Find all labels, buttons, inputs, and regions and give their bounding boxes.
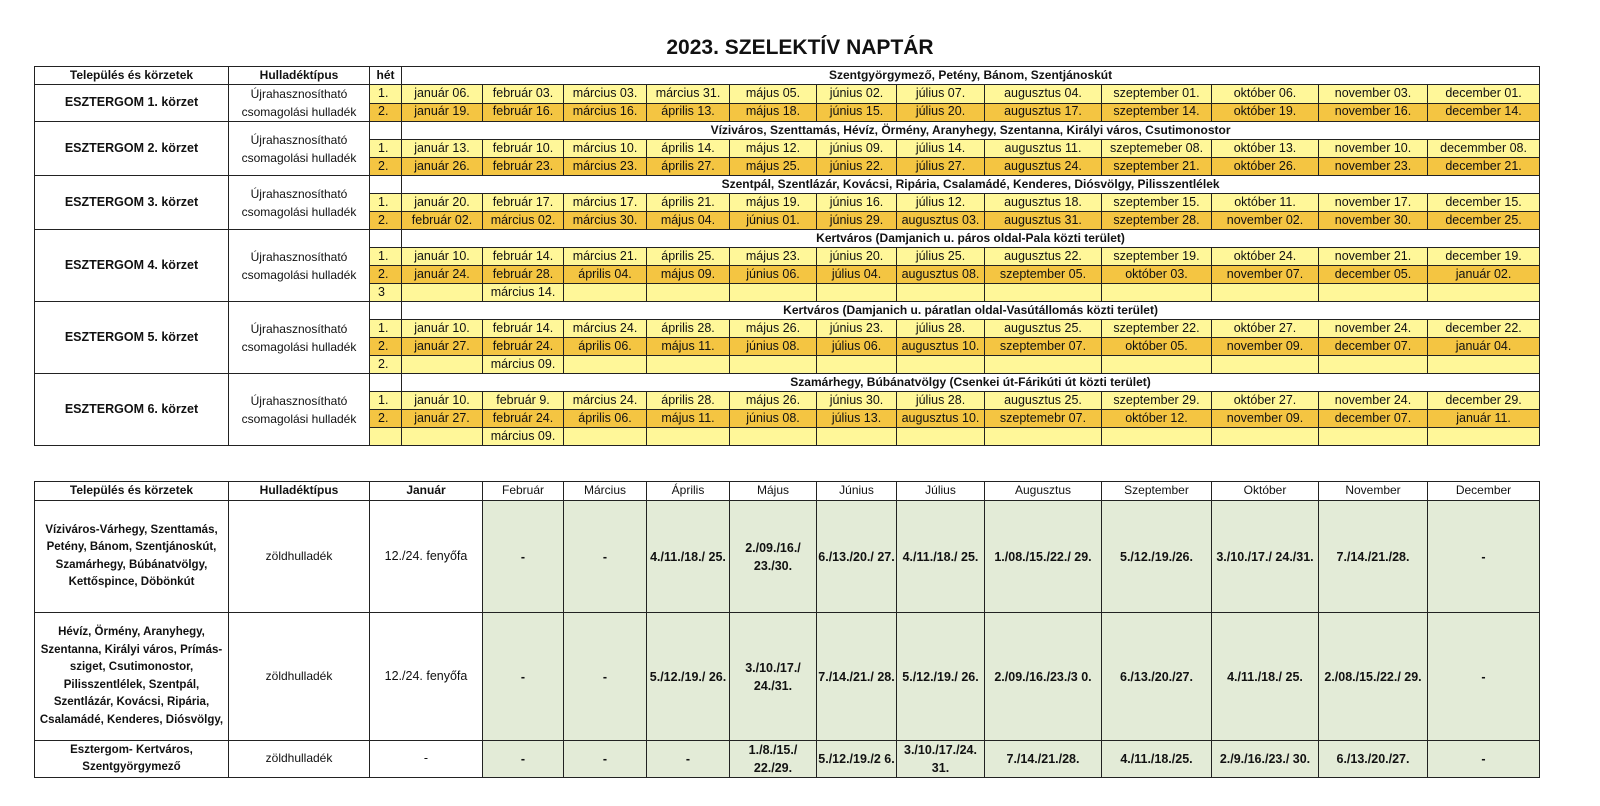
header-area: Település és körzetek [35,482,229,501]
date-cell: július 07. [897,85,985,104]
date-cell: február 24. [483,410,564,428]
week-number: 2. [370,266,402,284]
date-cell: március 21. [564,248,647,266]
district-name: ESZTERGOM 4. körzet [35,230,229,302]
date-cell: január 27. [402,410,483,428]
date-cell: november 09. [1212,410,1319,428]
date-cell: január 10. [402,392,483,410]
date-cell: június 06. [730,266,817,284]
month-dates: 6./13./20./27. [1102,613,1212,741]
month-dates: - [564,501,647,613]
date-cell: szeptember 28. [1102,212,1212,230]
month-dates: - [564,741,647,778]
date-cell: augusztus 11. [985,140,1102,158]
date-cell: augusztus 31. [985,212,1102,230]
date-cell: november 03. [1319,85,1428,104]
area-list: Hévíz, Örmény, Aranyhegy, Szentanna, Királyi város, Prímás-sziget, Csutimonostor, Pilisszentlélek, Szentpál, Szentlázár, Kovácsi, Ripária, Csalamádé, Kenderes, Diósvölgy, [35,613,229,741]
week-number: 2. [370,158,402,176]
month-dates: 5./12./19./26. [1102,501,1212,613]
green-waste-row [35,501,1540,613]
date-cell: augusztus 24. [985,158,1102,176]
date-cell [1212,284,1319,302]
green-waste-row [35,741,1540,778]
date-cell: november 16. [1319,103,1428,122]
header-month: Május [730,482,817,501]
header-type: Hulladéktípus [229,67,370,85]
date-cell [985,356,1102,374]
date-cell: július 14. [897,140,985,158]
date-cell [1319,356,1428,374]
header-area: Település és körzetek [35,67,229,85]
date-cell: december 21. [1428,158,1540,176]
month-dates: - [370,741,483,778]
header-month: Március [564,482,647,501]
date-cell: szeptemebr 07. [985,410,1102,428]
date-cell: augusztus 08. [897,266,985,284]
date-cell [1212,356,1319,374]
date-cell [402,284,483,302]
date-cell: december 01. [1428,85,1540,104]
date-cell: július 25. [897,248,985,266]
date-cell: december 14. [1428,103,1540,122]
page-title: 2023. SZELEKTÍV NAPTÁR [666,36,934,59]
date-cell: január 19. [402,103,483,122]
date-cell: április 25. [647,248,730,266]
date-cell: november 10. [1319,140,1428,158]
date-cell: január 27. [402,338,483,356]
month-dates: 5./12./19./ 26. [897,613,985,741]
date-cell: június 16. [817,194,897,212]
date-cell: november 30. [1319,212,1428,230]
date-cell: október 05. [1102,338,1212,356]
area-list: Víziváros-Várhegy, Szenttamás, Petény, Bánom, Szentjánoskút, Szamárhegy, Búbánatvölgy, Kettőspince, Döbönkút [35,501,229,613]
date-cell [647,428,730,446]
date-cell: augusztus 25. [985,320,1102,338]
date-cell: október 12. [1102,410,1212,428]
month-dates: 2./09./16./ 23./30. [730,501,817,613]
date-cell: március 24. [564,320,647,338]
date-cell: április 06. [564,410,647,428]
date-cell: április 21. [647,194,730,212]
district-name: ESZTERGOM 6. körzet [35,374,229,446]
month-dates: - [483,741,564,778]
date-cell: január 26. [402,158,483,176]
date-cell: szeptember 14. [1102,103,1212,122]
month-dates: - [564,613,647,741]
date-cell: január 06. [402,85,483,104]
date-cell: június 15. [817,103,897,122]
month-dates: - [1428,501,1540,613]
month-dates: 5./12./19./2 6. [817,741,897,778]
date-cell: június 01. [730,212,817,230]
date-cell: augusztus 17. [985,103,1102,122]
month-dates: 7./14./21./28. [985,741,1102,778]
date-cell: december 05. [1319,266,1428,284]
district-name: ESZTERGOM 3. körzet [35,176,229,230]
week-number: 2. [370,356,402,374]
waste-type: Újrahasznosítható csomagolási hulladék [229,374,370,446]
month-dates: 5./12./19./ 26. [647,613,730,741]
district-areas-row [35,176,1540,194]
date-cell: május 26. [730,392,817,410]
date-cell: decemmber 08. [1428,140,1540,158]
date-cell: szeptember 01. [1102,85,1212,104]
date-cell [564,428,647,446]
date-cell: október 24. [1212,248,1319,266]
date-cell: május 11. [647,338,730,356]
date-cell: június 08. [730,410,817,428]
district-name: ESZTERGOM 5. körzet [35,302,229,374]
date-cell: december 25. [1428,212,1540,230]
date-cell: március 30. [564,212,647,230]
date-cell: március 10. [564,140,647,158]
date-cell: szeptember 07. [985,338,1102,356]
waste-type: Újrahasznosítható csomagolási hulladék [229,85,370,122]
date-cell: július 27. [897,158,985,176]
area-list: Esztergom- Kertváros, Szentgyörgymező [35,741,229,778]
date-cell: október 03. [1102,266,1212,284]
week-number: 2. [370,338,402,356]
month-dates: 2./08./15./22./ 29. [1319,613,1428,741]
month-dates: - [647,741,730,778]
date-cell: október 27. [1212,392,1319,410]
date-cell: augusztus 04. [985,85,1102,104]
week-number: 3 [370,284,402,302]
date-cell: szeptember 21. [1102,158,1212,176]
date-cell: november 02. [1212,212,1319,230]
month-dates: - [483,613,564,741]
month-dates: - [1428,741,1540,778]
date-cell [897,356,985,374]
week-number: 1. [370,140,402,158]
date-cell: november 07. [1212,266,1319,284]
week-number: 2. [370,103,402,122]
waste-type: Újrahasznosítható csomagolási hulladék [229,176,370,230]
date-cell [402,356,483,374]
date-cell: május 25. [730,158,817,176]
date-cell: március 09. [483,428,564,446]
date-cell: január 20. [402,194,483,212]
date-cell: június 22. [817,158,897,176]
date-cell: december 15. [1428,194,1540,212]
header-month: December [1428,482,1540,501]
date-cell: február 10. [483,140,564,158]
month-dates: 6./13./20./27. [1319,741,1428,778]
date-cell: szeptember 05. [985,266,1102,284]
date-cell [1212,428,1319,446]
date-cell: december 22. [1428,320,1540,338]
date-cell: február 17. [483,194,564,212]
green-waste-table [34,481,1540,778]
date-cell [1319,428,1428,446]
green-waste-row [35,613,1540,741]
date-cell: január 02. [1428,266,1540,284]
date-cell: augusztus 03. [897,212,985,230]
date-cell: január 04. [1428,338,1540,356]
date-cell: május 12. [730,140,817,158]
date-cell [564,356,647,374]
header-month: November [1319,482,1428,501]
date-cell: december 07. [1319,338,1428,356]
district-name: ESZTERGOM 1. körzet [35,85,229,122]
date-cell: június 23. [817,320,897,338]
date-cell: március 16. [564,103,647,122]
date-cell: október 13. [1212,140,1319,158]
month-dates: 12./24. fenyőfa [370,501,483,613]
date-cell [1428,284,1540,302]
date-cell: augusztus 10. [897,338,985,356]
date-cell: július 20. [897,103,985,122]
waste-type: zöldhulladék [229,741,370,778]
date-cell: augusztus 10. [897,410,985,428]
date-cell [402,428,483,446]
month-dates: 2./09./16./23./3 0. [985,613,1102,741]
date-cell: október 26. [1212,158,1319,176]
date-cell: november 17. [1319,194,1428,212]
date-cell [1428,356,1540,374]
date-cell [730,356,817,374]
date-cell [985,284,1102,302]
header-row [35,482,1540,501]
date-cell [647,284,730,302]
date-cell [897,428,985,446]
date-cell: március 03. [564,85,647,104]
month-dates: 12./24. fenyőfa [370,613,483,741]
date-cell: február 02. [402,212,483,230]
waste-type: zöldhulladék [229,613,370,741]
date-cell [1102,284,1212,302]
date-cell: május 11. [647,410,730,428]
month-dates: 4./11./18./ 25. [1212,613,1319,741]
date-cell [817,284,897,302]
waste-type: Újrahasznosítható csomagolási hulladék [229,122,370,176]
date-cell: május 04. [647,212,730,230]
district-areas: Kertváros (Damjanich u. páros oldal-Pala közti terület) [402,230,1540,248]
date-cell: július 28. [897,320,985,338]
date-cell: május 09. [647,266,730,284]
week-number: 1. [370,85,402,104]
date-cell [730,284,817,302]
date-cell: június 08. [730,338,817,356]
date-cell: május 05. [730,85,817,104]
date-cell: augusztus 25. [985,392,1102,410]
date-cell: december 29. [1428,392,1540,410]
month-dates: 4./11./18./ 25. [897,501,985,613]
month-dates: - [1428,613,1540,741]
date-cell: december 19. [1428,248,1540,266]
month-dates: - [483,501,564,613]
district-areas: Szentgyörgymező, Petény, Bánom, Szentjánoskút [402,67,1540,85]
district-areas-row [35,302,1540,320]
week-number: 1. [370,194,402,212]
date-cell [730,428,817,446]
date-cell: április 04. [564,266,647,284]
week-number: 2. [370,212,402,230]
collection-schedule-table [34,66,1540,446]
date-cell [817,428,897,446]
date-cell: január 11. [1428,410,1540,428]
date-cell: szeptemeber 08. [1102,140,1212,158]
header-month: Október [1212,482,1319,501]
date-cell: március 02. [483,212,564,230]
district-areas-row [35,122,1540,140]
district-areas: Kertváros (Damjanich u. páratlan oldal-Vasútállomás közti terület) [402,302,1540,320]
date-cell [564,284,647,302]
date-cell: február 24. [483,338,564,356]
month-dates: 7./14./21./28. [1319,501,1428,613]
date-cell: május 23. [730,248,817,266]
header-month: Augusztus [985,482,1102,501]
week-cell [370,302,402,320]
district-areas-row [35,374,1540,392]
date-cell: szeptember 19. [1102,248,1212,266]
date-cell: július 04. [817,266,897,284]
header-month: Január [370,482,483,501]
date-cell: november 21. [1319,248,1428,266]
week-cell [370,230,402,248]
header-type: Hulladéktípus [229,482,370,501]
date-cell [1319,284,1428,302]
schedule-row [35,85,1540,104]
date-cell: november 24. [1319,320,1428,338]
month-dates: 2./9./16./23./ 30. [1212,741,1319,778]
date-cell: március 23. [564,158,647,176]
header-month: Február [483,482,564,501]
date-cell: október 06. [1212,85,1319,104]
month-dates: 4./11./18./ 25. [647,501,730,613]
date-cell: május 19. [730,194,817,212]
date-cell: június 20. [817,248,897,266]
week-number [370,428,402,446]
date-cell: június 29. [817,212,897,230]
month-dates: 3./10./17./ 24./31. [730,613,817,741]
date-cell: április 06. [564,338,647,356]
week-cell [370,122,402,140]
district-areas: Víziváros, Szenttamás, Hévíz, Örmény, Aranyhegy, Szentanna, Királyi város, Csutimonostor [402,122,1540,140]
date-cell: augusztus 18. [985,194,1102,212]
date-cell [897,284,985,302]
week-number: 1. [370,320,402,338]
date-cell: június 30. [817,392,897,410]
date-cell: június 09. [817,140,897,158]
month-dates: 4./11./18./25. [1102,741,1212,778]
date-cell: február 16. [483,103,564,122]
waste-type: zöldhulladék [229,501,370,613]
date-cell: március 24. [564,392,647,410]
header-month: Április [647,482,730,501]
date-cell: április 28. [647,392,730,410]
district-areas: Szamárhegy, Búbánatvölgy (Csenkei út-Fárikúti út közti terület) [402,374,1540,392]
date-cell: január 13. [402,140,483,158]
header-week: hét [370,67,402,85]
date-cell: január 24. [402,266,483,284]
date-cell: december 07. [1319,410,1428,428]
date-cell: november 24. [1319,392,1428,410]
date-cell: szeptember 15. [1102,194,1212,212]
header-month: Szeptember [1102,482,1212,501]
district-areas-row [35,230,1540,248]
date-cell: november 09. [1212,338,1319,356]
date-cell: február 23. [483,158,564,176]
date-cell: április 28. [647,320,730,338]
month-dates: 1./08./15./22./ 29. [985,501,1102,613]
date-cell [985,428,1102,446]
district-name: ESZTERGOM 2. körzet [35,122,229,176]
date-cell: május 26. [730,320,817,338]
date-cell: február 14. [483,320,564,338]
month-dates: 1./8./15./ 22./29. [730,741,817,778]
date-cell: április 14. [647,140,730,158]
date-cell: július 13. [817,410,897,428]
date-cell [1428,428,1540,446]
date-cell: február 14. [483,248,564,266]
date-cell: január 10. [402,248,483,266]
month-dates: 6./13./20./ 27. [817,501,897,613]
district-areas: Szentpál, Szentlázár, Kovácsi, Ripária, Csalamádé, Kenderes, Diósvölgy, Pilisszentlélek [402,176,1540,194]
week-number: 1. [370,392,402,410]
month-dates: 7./14./21./ 28. [817,613,897,741]
header-month: Július [897,482,985,501]
date-cell: szeptember 22. [1102,320,1212,338]
date-cell [647,356,730,374]
date-cell: október 19. [1212,103,1319,122]
week-number: 1. [370,248,402,266]
date-cell: február 28. [483,266,564,284]
waste-type: Újrahasznosítható csomagolási hulladék [229,230,370,302]
date-cell: március 09. [483,356,564,374]
date-cell: szeptember 29. [1102,392,1212,410]
date-cell: május 18. [730,103,817,122]
date-cell: október 11. [1212,194,1319,212]
date-cell [1102,356,1212,374]
date-cell: február 03. [483,85,564,104]
date-cell: október 27. [1212,320,1319,338]
date-cell: november 23. [1319,158,1428,176]
date-cell: július 28. [897,392,985,410]
month-dates: 3./10./17./ 24./31. [1212,501,1319,613]
date-cell: március 14. [483,284,564,302]
week-cell [370,176,402,194]
date-cell: április 27. [647,158,730,176]
week-number: 2. [370,410,402,428]
date-cell: január 10. [402,320,483,338]
date-cell: április 13. [647,103,730,122]
week-cell [370,374,402,392]
month-dates: 3./10./17./24. 31. [897,741,985,778]
date-cell: június 02. [817,85,897,104]
header-month: Június [817,482,897,501]
waste-type: Újrahasznosítható csomagolási hulladék [229,302,370,374]
date-cell: március 17. [564,194,647,212]
date-cell: július 12. [897,194,985,212]
date-cell: február 9. [483,392,564,410]
date-cell: július 06. [817,338,897,356]
date-cell [817,356,897,374]
date-cell: augusztus 22. [985,248,1102,266]
header-row [35,67,1540,85]
date-cell [1102,428,1212,446]
date-cell: március 31. [647,85,730,104]
